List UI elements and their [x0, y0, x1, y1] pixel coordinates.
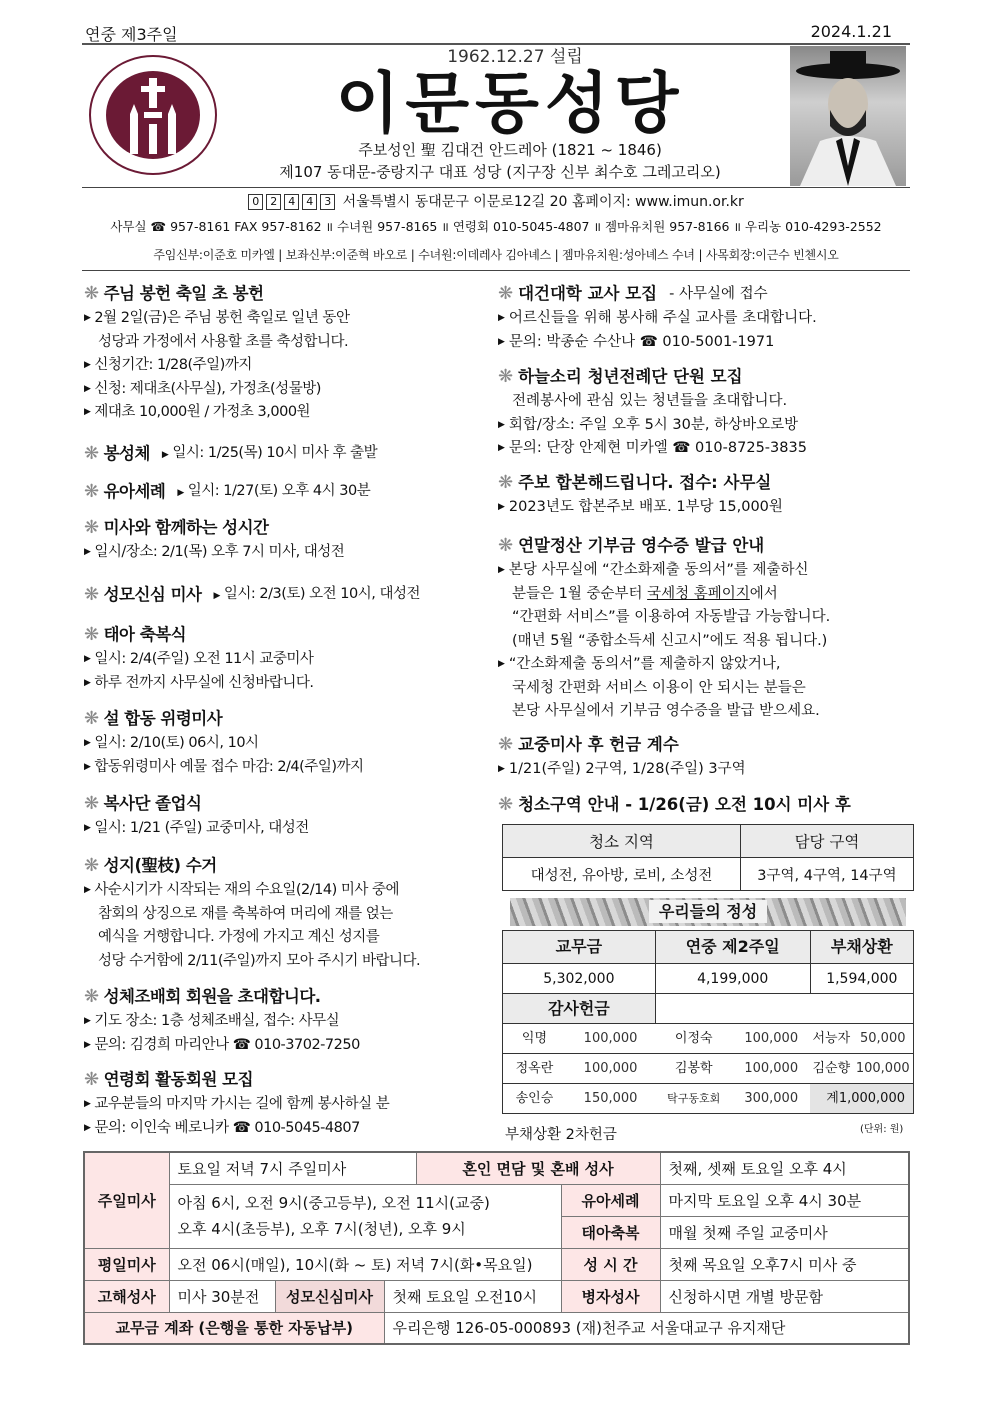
notice-text: 전례봉사에 관심 있는 청년들을 초대합니다.	[512, 393, 788, 409]
bullet-icon: ▶	[498, 659, 505, 669]
notice-line	[84, 756, 496, 780]
notice-text: “간소화제출 동의서”를 제출하지 않았거나,	[508, 656, 781, 672]
postcode-digit: 3	[320, 194, 335, 210]
notice-text: 국세청 간편화 서비스 이용이 안 되시는 분들은	[512, 679, 806, 696]
donor-amount: 100,000	[853, 1054, 914, 1084]
donor-name: 서능자	[810, 1024, 852, 1054]
notice-text: 예식을 거행합니다. 가정에 가지고 계신 성지를	[98, 929, 380, 945]
donor-amount: 150,000	[566, 1084, 655, 1114]
parish-logo	[88, 54, 218, 176]
notice-text: 2023년도 합본주보 배포. 1부당 15,000원	[508, 499, 783, 515]
bullet-icon: ▶	[84, 547, 91, 557]
notice-text: 문의: 단장 안제현 미카엘 ☎ 010-8725-3835	[508, 440, 807, 456]
cleaning-area: 대성전, 유아방, 로비, 소성전	[503, 858, 741, 891]
notice-title: 태아 축복식	[103, 625, 187, 644]
wedding-time: 첫째, 셋째 토요일 오후 4시	[660, 1152, 909, 1184]
notice-text: 에서	[749, 585, 778, 602]
notice-line	[498, 653, 918, 677]
sunday-mass-line: 아침 6시, 오전 9시(중고등부), 오전 11시(교중)	[177, 1194, 490, 1212]
notice-inline-text: 일시: 1/27(토) 오후 4시 30분	[187, 483, 371, 499]
bullet-icon: ▶	[498, 313, 505, 323]
notice-section	[84, 478, 496, 506]
weekday-mass-label: 평일미사	[84, 1248, 169, 1280]
notice-section	[498, 470, 918, 520]
notice-title: 주님 봉헌 축일 초 봉헌	[103, 284, 264, 303]
saturday-mass: 토요일 저녁 7시 주일미사	[169, 1152, 416, 1184]
notice-title: 유아세례	[103, 482, 166, 501]
notice-inline-text: 일시: 2/3(토) 오전 10시, 대성전	[223, 586, 420, 602]
notice-line	[498, 700, 918, 724]
account-info: 우리은행 126-05-000893 (재)천주교 서울대교구 유지재단	[384, 1312, 909, 1344]
notice-section	[498, 533, 918, 724]
notice-text: 신청: 제대초(사무실), 가정초(성물방)	[94, 380, 321, 397]
notice-section	[84, 706, 496, 779]
notice-text: 분들은 1월 중순부터	[512, 585, 648, 602]
notice-section	[84, 622, 496, 695]
notice-line	[84, 354, 496, 378]
notice-section	[84, 984, 496, 1057]
notice-inline-text: 일시: 1/25(목) 10시 미사 후 출발	[172, 445, 378, 461]
notice-title: 주보 합본해드립니다. 접수: 사무실	[518, 473, 772, 492]
donor-row	[503, 1084, 914, 1114]
sparkle-icon: ❋	[84, 708, 99, 729]
notice-text: 하루 전까지 사무실에 신청바랍니다.	[94, 674, 314, 691]
sparkle-icon: ❋	[498, 366, 514, 387]
donor-row	[503, 1054, 914, 1084]
notice-title: 하늘소리 청년전례단 단원 모집	[518, 367, 743, 386]
sick-visit-label: 병자성사	[561, 1280, 660, 1312]
notice-heading	[498, 533, 918, 559]
sparkle-icon: ❋	[84, 517, 99, 538]
notice-line	[498, 630, 918, 654]
notice-text: “간편화 서비스”를 이용하여 자동발급 가능합니다.	[512, 609, 831, 625]
offering-total: 계1,000,000	[810, 1084, 913, 1114]
notice-title: 복사단 졸업식	[103, 794, 202, 813]
bullet-icon: ▶	[84, 360, 91, 370]
bullet-icon: ▶	[498, 443, 505, 453]
fetus-blessing-time: 매월 첫째 주일 교중미사	[660, 1216, 909, 1248]
wedding-label: 혼인 면담 및 혼배 성사	[416, 1152, 660, 1184]
notice-heading	[84, 478, 496, 506]
offering-value: 5,302,000	[503, 964, 656, 994]
sparkle-icon: ❋	[498, 535, 514, 556]
notice-text: 성당 수거함에 2/11(주일)까지 모아 주시기 바랍니다.	[98, 952, 421, 969]
weekday-mass-times: 오전 06시(매일), 10시(화 ~ 토) 저녁 7시(화•목요일)	[169, 1248, 561, 1280]
notice-section	[498, 364, 918, 461]
donor-amount: 100,000	[732, 1054, 810, 1084]
notice-title: 연령회 활동회원 모집	[103, 1070, 254, 1089]
notice-heading	[84, 440, 496, 468]
bullet-icon: ▶	[84, 313, 91, 323]
bullet-icon: ▶	[84, 1099, 91, 1109]
notice-heading	[498, 364, 918, 390]
notice-section	[84, 581, 496, 609]
marian-mass-time: 첫째 토요일 오전10시	[384, 1280, 561, 1312]
notice-text: 기도 장소: 1층 성체조배실, 접수: 사무실	[94, 1013, 340, 1029]
donor-name: 익명	[503, 1024, 566, 1054]
notice-line	[498, 559, 918, 583]
notice-heading	[84, 515, 496, 541]
notice-text: 신청기간: 1/28(주일)까지	[94, 357, 252, 373]
bulletin-date: 2024.1.21	[810, 22, 892, 41]
notice-section	[84, 281, 496, 425]
header-divider	[82, 187, 910, 188]
mass-schedule-table	[83, 1151, 910, 1345]
offering-banner	[510, 898, 906, 926]
bullet-icon: ▶	[84, 1039, 91, 1050]
donor-name: 이정숙	[655, 1024, 732, 1054]
notice-text: 어르신들을 위해 봉사해 주실 교사를 초대합니다.	[508, 310, 817, 326]
notice-title: 청소구역 안내 - 1/26(금) 오전 10시 미사 후	[518, 795, 851, 814]
donor-name: 김봉학	[655, 1054, 732, 1084]
notice-line	[498, 496, 918, 520]
bullet-icon: ▶	[84, 383, 91, 394]
notice-line	[84, 307, 496, 331]
notice-line	[84, 732, 496, 756]
notice-title: 설 합동 위령미사	[103, 709, 223, 728]
notice-section	[498, 281, 918, 354]
sunday-mass-label: 주일미사	[84, 1152, 169, 1248]
notice-text: 일시: 2/4(주일) 오전 11시 교중미사	[94, 651, 314, 667]
notice-inline	[162, 440, 377, 468]
notice-line	[84, 926, 496, 950]
established-date: 1962.12.27 설립	[447, 47, 583, 67]
notice-text: 일시: 1/21 (주일) 교중미사, 대성전	[94, 820, 309, 836]
notice-line	[498, 307, 918, 331]
thanks-offering-label: 감사헌금	[503, 994, 656, 1024]
notice-heading	[498, 470, 918, 496]
address-text: 서울특별시 동대문구 이문로12길 20 홈페이지: www.imun.or.kr	[342, 194, 744, 210]
notice-title: 성모신심 미사	[103, 585, 202, 604]
bullet-icon: ▶	[161, 450, 169, 460]
notice-heading	[84, 706, 496, 732]
offering-table	[502, 930, 914, 1114]
notice-line	[84, 401, 496, 425]
offering-value: 4,199,000	[655, 964, 810, 994]
notice-text: 회합/장소: 주일 오후 5시 30분, 하상바오로방	[508, 416, 799, 433]
notice-suffix: - 사무실에 접수	[669, 286, 768, 302]
cleaning-table	[502, 824, 914, 891]
cleaning-header: 청소 지역	[503, 825, 741, 858]
notice-text: 본당 사무실에 “간소화제출 동의서”를 제출하신	[508, 562, 809, 578]
nts-homepage-link[interactable]: 국세청 홈페이지	[647, 585, 750, 602]
marian-mass-label: 성모신심미사	[275, 1280, 384, 1312]
offering-header: 교무금	[503, 931, 656, 964]
notice-inline	[213, 581, 420, 609]
donor-amount: 100,000	[732, 1024, 810, 1054]
donor-row	[503, 1024, 914, 1054]
notice-heading	[498, 732, 918, 758]
sparkle-icon: ❋	[84, 1069, 99, 1090]
liturgical-week: 연중 제3주일	[85, 25, 178, 44]
fetus-blessing-label: 태아축복	[561, 1216, 660, 1248]
sparkle-icon: ❋	[498, 794, 514, 815]
notice-heading	[84, 1067, 496, 1093]
address-line	[82, 192, 910, 212]
sparkle-icon: ❋	[84, 855, 99, 876]
district-info: 제107 동대문-중랑지구 대표 성당 (지구장 신부 최수호 그레고리오)	[279, 163, 721, 181]
donor-name: 송인승	[503, 1084, 566, 1114]
notice-text: 교우분들의 마지막 가시는 길에 함께 봉사하실 분	[94, 1096, 390, 1112]
notice-text: (매년 5월 “종합소득세 신고시”에도 적용 됩니다.)	[512, 632, 828, 649]
donor-name: 탁구동호회	[655, 1084, 732, 1114]
notice-line	[84, 903, 496, 927]
notice-title: 대건대학 교사 모집	[518, 284, 658, 303]
notice-section	[84, 791, 496, 841]
notice-text: 문의: 김경희 마리안나 ☎ 010-3702-7250	[94, 1036, 360, 1053]
notice-line	[84, 331, 496, 355]
notice-text: 2월 2일(금)은 주님 봉헌 축일로 일년 동안	[94, 310, 350, 326]
notice-line	[84, 672, 496, 696]
notice-title: 미사와 함께하는 성시간	[103, 518, 269, 537]
bullet-icon: ▶	[84, 761, 91, 772]
staff-list: 주임신부:이준호 미카엘 | 보좌신부:이준혁 바오로 | 수녀원:이데레사 김아녜스 | 젬마유치원:성아녜스 수녀 | 사목회장:이근수 빈첸시오	[153, 248, 839, 262]
bullet-icon: ▶	[84, 885, 91, 895]
notice-heading	[84, 581, 496, 609]
notice-text: 제대초 10,000원 / 가정초 3,000원	[94, 404, 311, 420]
bullet-icon: ▶	[213, 591, 220, 601]
sparkle-icon: ❋	[498, 734, 514, 755]
patron-saint: 주보성인 聖 김대건 안드레아 (1821 ~ 1846)	[358, 141, 662, 159]
notice-heading	[84, 791, 496, 817]
notice-section	[84, 1067, 496, 1140]
bullet-icon: ▶	[84, 654, 91, 664]
sparkle-icon: ❋	[84, 283, 99, 304]
donor-amount: 100,000	[566, 1024, 655, 1054]
confession-label: 고해성사	[84, 1280, 169, 1312]
offering-header: 부채상환	[810, 931, 913, 964]
bullet-icon: ▶	[84, 823, 91, 833]
notice-line	[498, 437, 918, 461]
infant-baptism-label: 유아세례	[561, 1184, 660, 1216]
donor-amount: 300,000	[732, 1084, 810, 1114]
notice-section	[84, 853, 496, 973]
top-bar	[82, 22, 910, 45]
notice-line	[498, 331, 918, 355]
notice-title: 교중미사 후 헌금 계수	[518, 735, 679, 754]
sparkle-icon: ❋	[84, 986, 99, 1007]
sunday-mass-line: 오후 4시(초등부), 오후 7시(청년), 오후 9시	[177, 1220, 466, 1238]
notice-line	[84, 541, 496, 565]
donor-name: 정옥란	[503, 1054, 566, 1084]
notice-title: 봉성체	[103, 444, 150, 463]
notice-section	[498, 732, 918, 782]
bullet-icon: ▶	[177, 488, 184, 498]
contact-numbers: 사무실 ☎ 957-8161 FAX 957-8162 ॥ 수녀원 957-8165 ॥ 연령회 010-5045-4807 ॥ 젬마유치원 957-8166 ॥ 우리농 010-4293-2552	[110, 219, 882, 234]
notice-title: 연말정산 기부금 영수증 발급 안내	[518, 536, 765, 555]
postcode-digit: 2	[266, 194, 281, 210]
account-label: 교무금 계좌 (은행을 통한 자동납부)	[84, 1312, 384, 1344]
donor-amount: 100,000	[566, 1054, 655, 1084]
sparkle-icon: ❋	[84, 624, 99, 645]
notice-text: 일시/장소: 2/1(목) 오후 7시 미사, 대성전	[94, 544, 345, 560]
patron-portrait	[790, 46, 906, 186]
sparkle-icon: ❋	[84, 443, 99, 464]
notice-line	[498, 606, 918, 630]
notice-line	[84, 378, 496, 402]
offering-banner-title: 우리들의 정성	[649, 900, 767, 923]
notice-line	[84, 1010, 496, 1034]
notice-line	[498, 414, 918, 438]
notice-text: 1/21(주일) 2구역, 1/28(주일) 3구역	[508, 761, 746, 777]
notice-heading	[84, 853, 496, 879]
notice-text: 문의: 이인숙 베로니카 ☎ 010-5045-4807	[94, 1119, 360, 1136]
notice-inline	[177, 478, 370, 506]
parish-title: 이문동성당	[335, 65, 685, 142]
staff-divider	[82, 270, 910, 271]
notice-text: 문의: 박종순 수산나 ☎ 010-5001-1971	[508, 333, 775, 350]
notice-line	[84, 1117, 496, 1141]
notice-section	[84, 515, 496, 565]
sparkle-icon: ❋	[498, 283, 514, 304]
notice-heading	[498, 281, 918, 307]
bullet-icon: ▶	[498, 764, 505, 774]
bullet-icon: ▶	[498, 419, 505, 430]
notice-line	[498, 758, 918, 782]
debt-note: 부채상환 2차헌금	[505, 1127, 617, 1143]
postcode-digit: 0	[248, 194, 263, 210]
notice-text: 성당과 가정에서 사용할 초를 축성합니다.	[98, 333, 349, 350]
sparkle-icon: ❋	[84, 481, 99, 502]
notice-heading	[84, 281, 496, 307]
bullet-icon: ▶	[84, 1122, 91, 1133]
empty-cell	[655, 994, 913, 1024]
donor-name: 김순향	[810, 1054, 852, 1084]
sunday-mass-times	[169, 1184, 561, 1248]
bullet-icon: ▶	[498, 336, 505, 347]
notice-line	[498, 583, 918, 607]
holy-hour-label: 성 시 간	[561, 1248, 660, 1280]
notice-line	[84, 1034, 496, 1058]
sparkle-icon: ❋	[84, 584, 99, 605]
bullet-icon: ▶	[84, 738, 91, 748]
confession-time: 미사 30분전	[169, 1280, 275, 1312]
unit-note: (단위: 원)	[860, 1124, 904, 1135]
notice-line	[84, 817, 496, 841]
bullet-icon: ▶	[84, 677, 91, 688]
sparkle-icon: ❋	[498, 472, 514, 493]
notice-section	[84, 440, 496, 468]
notice-text: 일시: 2/10(토) 06시, 10시	[94, 735, 259, 751]
notice-text: 참회의 상징으로 재를 축복하여 머리에 재를 얹는	[98, 905, 393, 922]
notice-line	[84, 1093, 496, 1117]
notice-text: 사순시기가 시작되는 재의 수요일(2/14) 미사 중에	[94, 882, 399, 898]
notice-heading	[498, 792, 918, 818]
notice-line	[498, 390, 918, 414]
infant-baptism-time: 마지막 토요일 오후 4시 30분	[660, 1184, 909, 1216]
notice-line	[84, 648, 496, 672]
notice-title: 성체조배회 회원을 초대합니다.	[103, 987, 321, 1006]
bullet-icon: ▶	[84, 1016, 91, 1026]
holy-hour-time: 첫째 목요일 오후7시 미사 중	[660, 1248, 909, 1280]
bullet-icon: ▶	[498, 502, 505, 512]
sick-visit-info: 신청하시면 개별 방문함	[660, 1280, 909, 1312]
offering-header: 연중 제2주일	[655, 931, 810, 964]
cleaning-header: 담당 구역	[741, 825, 914, 858]
postcode-digit: 4	[302, 194, 317, 210]
notice-line	[84, 950, 496, 974]
notice-section	[498, 792, 918, 818]
notice-line	[84, 879, 496, 903]
notice-text: 합동위령미사 예물 접수 마감: 2/4(주일)까지	[94, 758, 364, 775]
notice-line	[498, 677, 918, 701]
bullet-icon: ▶	[84, 407, 91, 417]
sparkle-icon: ❋	[84, 793, 99, 814]
notice-heading	[84, 984, 496, 1010]
notice-title: 성지(聖枝) 수거	[103, 856, 217, 875]
donor-amount: 50,000	[853, 1024, 914, 1054]
offering-value: 1,594,000	[810, 964, 913, 994]
notice-text: 본당 사무실에서 기부금 영수증을 발급 받으세요.	[512, 703, 820, 719]
bullet-icon: ▶	[498, 565, 505, 575]
cleaning-districts: 3구역, 4구역, 14구역	[741, 858, 914, 891]
postcode-digit: 4	[284, 194, 299, 210]
notice-heading	[84, 622, 496, 648]
